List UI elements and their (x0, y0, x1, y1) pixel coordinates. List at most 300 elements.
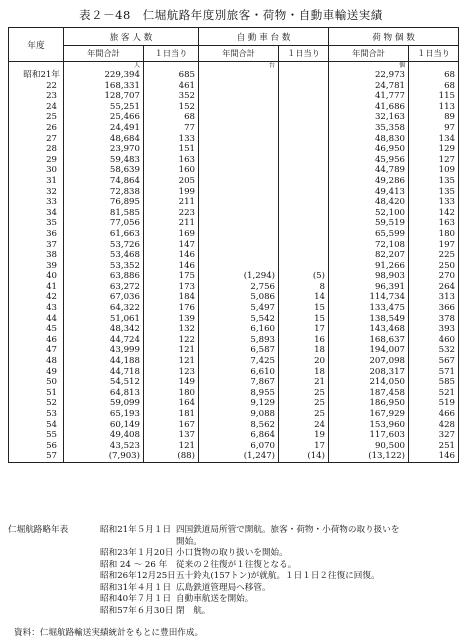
cell-p-day: (88) (144, 451, 199, 462)
cell-p-total: 128,707 (64, 91, 144, 102)
cell-p-day: 68 (144, 112, 199, 123)
cell-year: 昭和21年 (9, 70, 64, 81)
cell-v-total (199, 187, 279, 198)
table-row (9, 420, 459, 431)
header-cargo: 荷 物 個 数 (329, 28, 459, 46)
cell-c-total: 91,266 (329, 261, 409, 272)
table-row (9, 367, 459, 378)
cell-c-day: 313 (409, 292, 459, 303)
table-row (9, 388, 459, 399)
cell-v-day (279, 250, 329, 261)
cell-year: 33 (9, 197, 64, 208)
cell-c-total: 153,960 (329, 420, 409, 431)
table-row (9, 229, 459, 240)
unit-vehicle: 台 (199, 62, 279, 71)
cell-v-total: 7,425 (199, 356, 279, 367)
chronology-item (8, 548, 458, 560)
cell-c-total: 44,789 (329, 165, 409, 176)
table-row (9, 70, 459, 81)
header-cargo-day: １日当り (409, 46, 459, 62)
header-passenger-total: 年間合計 (64, 46, 144, 62)
chronology-date (100, 537, 176, 549)
unit-row (9, 62, 459, 71)
cell-p-total: 67,036 (64, 292, 144, 303)
table-row (9, 409, 459, 420)
table-row (9, 292, 459, 303)
cell-v-day: (5) (279, 271, 329, 282)
cell-v-total (199, 250, 279, 261)
header-passenger-day: １日当り (144, 46, 199, 62)
cell-v-total: 7,867 (199, 377, 279, 388)
cell-v-day (279, 123, 329, 134)
cell-v-day (279, 112, 329, 123)
cell-v-day (279, 187, 329, 198)
cell-p-day: 352 (144, 91, 199, 102)
cell-c-total: 72,108 (329, 240, 409, 251)
table-row (9, 208, 459, 219)
cell-v-total: 2,756 (199, 282, 279, 293)
cell-c-total: 52,100 (329, 208, 409, 219)
cell-year: 53 (9, 409, 64, 420)
cell-v-day: 17 (279, 441, 329, 452)
table-row (9, 240, 459, 251)
cell-c-total: 45,956 (329, 155, 409, 166)
cell-v-total: 6,070 (199, 441, 279, 452)
chronology-item (8, 606, 458, 618)
chronology-item (8, 537, 458, 549)
cell-p-total: 25,466 (64, 112, 144, 123)
cell-c-total: 143,468 (329, 324, 409, 335)
cell-v-total (199, 176, 279, 187)
cell-c-total: 49,413 (329, 187, 409, 198)
cell-p-day: 152 (144, 102, 199, 113)
table-row (9, 398, 459, 409)
chronology-heading: 仁堀航路略年表 (8, 525, 69, 535)
header-vehicle-total: 年間合計 (199, 46, 279, 62)
cell-year: 50 (9, 377, 64, 388)
cell-year: 47 (9, 345, 64, 356)
cell-year: 55 (9, 430, 64, 441)
cell-c-total: 133,475 (329, 303, 409, 314)
cell-v-day: 25 (279, 409, 329, 420)
cell-c-day: 571 (409, 367, 459, 378)
cell-v-total (199, 218, 279, 229)
cell-c-day: 251 (409, 441, 459, 452)
cell-c-day: 460 (409, 335, 459, 346)
cell-year: 35 (9, 218, 64, 229)
chronology-item (8, 583, 458, 595)
cell-v-day (279, 240, 329, 251)
cell-v-day (279, 229, 329, 240)
table-row (9, 176, 459, 187)
cell-year: 42 (9, 292, 64, 303)
cell-c-day: 68 (409, 70, 459, 81)
cell-v-total: 6,610 (199, 367, 279, 378)
cell-v-day (279, 134, 329, 145)
cell-p-total: 53,352 (64, 261, 144, 272)
cell-v-total: 8,562 (199, 420, 279, 431)
cell-p-day: 146 (144, 250, 199, 261)
cell-p-day: 146 (144, 261, 199, 272)
chronology-date: 昭和31年４月１日 (100, 582, 172, 593)
cell-p-total: 229,394 (64, 70, 144, 81)
table-row (9, 187, 459, 198)
cell-p-day: 147 (144, 240, 199, 251)
cell-v-total (199, 229, 279, 240)
cell-year: 40 (9, 271, 64, 282)
cell-c-day: 89 (409, 112, 459, 123)
chronology-text: 従来の２往復が１往復となる。 (176, 559, 297, 570)
cell-c-day: 521 (409, 388, 459, 399)
cell-year: 30 (9, 165, 64, 176)
cell-p-total: 44,718 (64, 367, 144, 378)
cell-c-total: 168,637 (329, 335, 409, 346)
cell-p-total: 74,864 (64, 176, 144, 187)
cell-v-total (199, 91, 279, 102)
cell-v-total: 5,497 (199, 303, 279, 314)
cell-c-total: 96,391 (329, 282, 409, 293)
cell-year: 29 (9, 155, 64, 166)
cell-p-day: 123 (144, 367, 199, 378)
cell-c-total: 214,050 (329, 377, 409, 388)
cell-p-total: 60,149 (64, 420, 144, 431)
cell-v-total (199, 208, 279, 219)
cell-p-day: 199 (144, 187, 199, 198)
cell-v-day: 19 (279, 430, 329, 441)
cell-p-day: 211 (144, 218, 199, 229)
cell-p-day: 461 (144, 81, 199, 92)
cell-v-day (279, 70, 329, 81)
cell-c-day: 109 (409, 165, 459, 176)
cell-p-day: 180 (144, 388, 199, 399)
table-row (9, 165, 459, 176)
table-row (9, 91, 459, 102)
cell-year: 38 (9, 250, 64, 261)
cell-c-day: 129 (409, 144, 459, 155)
cell-c-total: 187,458 (329, 388, 409, 399)
chronology-item (8, 525, 458, 537)
cell-c-total: 22,973 (329, 70, 409, 81)
cell-p-day: 132 (144, 324, 199, 335)
cell-p-total: 55,251 (64, 102, 144, 113)
table-row (9, 134, 459, 145)
chronology-item (8, 594, 458, 606)
cell-p-total: 59,099 (64, 398, 144, 409)
cell-year: 37 (9, 240, 64, 251)
cell-year: 44 (9, 314, 64, 325)
table-row (9, 303, 459, 314)
cell-v-total: 5,086 (199, 292, 279, 303)
cell-v-total (199, 144, 279, 155)
cell-c-day: 519 (409, 398, 459, 409)
cell-p-total: 53,726 (64, 240, 144, 251)
table-row (9, 282, 459, 293)
cell-c-total: 98,903 (329, 271, 409, 282)
cell-c-day: 115 (409, 91, 459, 102)
cell-v-day: 8 (279, 282, 329, 293)
cell-c-total: 186,950 (329, 398, 409, 409)
table-row (9, 123, 459, 134)
cell-year: 41 (9, 282, 64, 293)
table-row (9, 218, 459, 229)
cell-p-total: 77,056 (64, 218, 144, 229)
cell-v-day: 21 (279, 377, 329, 388)
table-row (9, 144, 459, 155)
cell-c-total: 65,599 (329, 229, 409, 240)
cell-p-total: 49,408 (64, 430, 144, 441)
cell-year: 31 (9, 176, 64, 187)
table-row (9, 271, 459, 282)
cell-v-total (199, 261, 279, 272)
cell-c-total: 82,207 (329, 250, 409, 261)
chronology-text: 閉 航。 (176, 605, 211, 616)
cell-c-total: 90,500 (329, 441, 409, 452)
cell-p-total: 59,483 (64, 155, 144, 166)
cell-c-day: 466 (409, 409, 459, 420)
cell-p-total: 63,272 (64, 282, 144, 293)
cell-p-total: 48,684 (64, 134, 144, 145)
cell-year: 45 (9, 324, 64, 335)
chronology-notes (8, 525, 458, 617)
cell-c-day: 180 (409, 229, 459, 240)
cell-v-total: 6,864 (199, 430, 279, 441)
cell-p-day: 122 (144, 335, 199, 346)
cell-p-total: 81,585 (64, 208, 144, 219)
cell-v-day: 16 (279, 335, 329, 346)
cell-p-day: 169 (144, 229, 199, 240)
cell-v-total: (1,294) (199, 271, 279, 282)
table-row (9, 155, 459, 166)
cell-p-day: 77 (144, 123, 199, 134)
table-row (9, 314, 459, 325)
cell-v-day: (14) (279, 451, 329, 462)
cell-v-day: 25 (279, 398, 329, 409)
cell-p-day: 211 (144, 197, 199, 208)
cell-year: 43 (9, 303, 64, 314)
header-cargo-total: 年間合計 (329, 46, 409, 62)
cell-v-total: 6,587 (199, 345, 279, 356)
cell-c-day: 250 (409, 261, 459, 272)
cell-year: 54 (9, 420, 64, 431)
cell-c-day: 68 (409, 81, 459, 92)
table-row (9, 377, 459, 388)
chronology-item (8, 560, 458, 572)
cell-c-day: 264 (409, 282, 459, 293)
cell-c-day: 163 (409, 218, 459, 229)
unit-cargo: 個 (329, 62, 409, 71)
transport-table (8, 27, 459, 463)
cell-c-day: 585 (409, 377, 459, 388)
chronology-date: 昭和21年５月１日 (100, 525, 172, 535)
cell-p-day: 176 (144, 303, 199, 314)
cell-year: 32 (9, 187, 64, 198)
cell-c-total: 49,286 (329, 176, 409, 187)
cell-c-day: 428 (409, 420, 459, 431)
cell-p-day: 205 (144, 176, 199, 187)
chronology-text: 自動車航送を開始。 (176, 594, 254, 604)
chronology-date: 昭和57年６月30日 (100, 605, 174, 616)
cell-v-total: 9,088 (199, 409, 279, 420)
cell-p-total: 65,193 (64, 409, 144, 420)
cell-c-day: 135 (409, 176, 459, 187)
cell-c-day: 225 (409, 250, 459, 261)
cell-v-day (279, 91, 329, 102)
cell-v-total (199, 70, 279, 81)
unit-passenger: 人 (64, 62, 144, 71)
cell-v-day (279, 81, 329, 92)
cell-year: 39 (9, 261, 64, 272)
cell-p-day: 160 (144, 165, 199, 176)
cell-c-day: 532 (409, 345, 459, 356)
cell-year: 46 (9, 335, 64, 346)
cell-p-day: 133 (144, 134, 199, 145)
cell-year: 36 (9, 229, 64, 240)
cell-c-day: 97 (409, 123, 459, 134)
cell-v-day (279, 144, 329, 155)
chronology-text: 小口貨物の取り扱いを開始。 (176, 548, 288, 558)
cell-p-day: 175 (144, 271, 199, 282)
cell-v-day (279, 176, 329, 187)
cell-v-total (199, 81, 279, 92)
cell-v-total: 5,542 (199, 314, 279, 325)
cell-v-day (279, 102, 329, 113)
cell-p-total: 44,188 (64, 356, 144, 367)
cell-c-total: 32,163 (329, 112, 409, 123)
cell-c-day: 393 (409, 324, 459, 335)
cell-v-day: 15 (279, 303, 329, 314)
cell-p-total: 44,724 (64, 335, 144, 346)
cell-p-day: 223 (144, 208, 199, 219)
cell-c-day: 134 (409, 134, 459, 145)
cell-v-total (199, 134, 279, 145)
chronology-text: 五十鈴丸(157トン)が就航。１日１日２往復に回復。 (176, 571, 380, 581)
cell-year: 25 (9, 112, 64, 123)
table-row (9, 441, 459, 452)
cell-p-total: 43,999 (64, 345, 144, 356)
cell-v-total: 5,893 (199, 335, 279, 346)
table-row (9, 335, 459, 346)
table-row (9, 81, 459, 92)
cell-v-total (199, 240, 279, 251)
cell-p-day: 164 (144, 398, 199, 409)
cell-v-total (199, 123, 279, 134)
cell-p-total: 64,813 (64, 388, 144, 399)
cell-year: 52 (9, 398, 64, 409)
cell-p-total: 48,342 (64, 324, 144, 335)
cell-p-day: 139 (144, 314, 199, 325)
cell-v-total (199, 197, 279, 208)
cell-year: 28 (9, 144, 64, 155)
header-vehicle: 自 動 車 台 数 (199, 28, 329, 46)
cell-c-day: 113 (409, 102, 459, 113)
cell-v-day (279, 155, 329, 166)
cell-year: 56 (9, 441, 64, 452)
cell-year: 51 (9, 388, 64, 399)
cell-p-total: (7,903) (64, 451, 144, 462)
cell-c-total: 35,358 (329, 123, 409, 134)
cell-v-day (279, 165, 329, 176)
cell-c-day: 142 (409, 208, 459, 219)
cell-c-total: 48,830 (329, 134, 409, 145)
cell-c-total: (13,122) (329, 451, 409, 462)
cell-v-total (199, 112, 279, 123)
cell-v-day (279, 261, 329, 272)
source-note: 資料：仁堀航路輸送実績統計をもとに豊田作成。 (14, 628, 204, 638)
table-row (9, 250, 459, 261)
table-row (9, 102, 459, 113)
cell-v-day: 17 (279, 324, 329, 335)
cell-year: 27 (9, 134, 64, 145)
cell-p-total: 54,512 (64, 377, 144, 388)
cell-v-total: 6,160 (199, 324, 279, 335)
table-row (9, 451, 459, 462)
cell-c-total: 41,686 (329, 102, 409, 113)
cell-p-total: 51,061 (64, 314, 144, 325)
cell-p-total: 63,886 (64, 271, 144, 282)
cell-c-total: 24,781 (329, 81, 409, 92)
cell-v-total: (1,247) (199, 451, 279, 462)
cell-v-day (279, 208, 329, 219)
cell-v-total (199, 155, 279, 166)
cell-c-total: 41,777 (329, 91, 409, 102)
chronology-text: 広島鉄道管理局へ移管。 (176, 582, 271, 593)
cell-p-total: 168,331 (64, 81, 144, 92)
cell-p-total: 64,322 (64, 303, 144, 314)
cell-p-total: 24,491 (64, 123, 144, 134)
cell-c-total: 194,007 (329, 345, 409, 356)
cell-p-total: 53,468 (64, 250, 144, 261)
cell-v-day: 20 (279, 356, 329, 367)
cell-p-day: 173 (144, 282, 199, 293)
cell-v-total (199, 165, 279, 176)
cell-v-day: 14 (279, 292, 329, 303)
cell-v-total (199, 102, 279, 113)
cell-c-day: 327 (409, 430, 459, 441)
chronology-text: 開始。 (176, 536, 202, 547)
chronology-item (8, 571, 458, 583)
cell-v-day: 18 (279, 345, 329, 356)
cell-p-total: 76,895 (64, 197, 144, 208)
cell-p-day: 121 (144, 441, 199, 452)
cell-c-total: 114,734 (329, 292, 409, 303)
cell-p-day: 167 (144, 420, 199, 431)
table-row (9, 261, 459, 272)
cell-p-day: 151 (144, 144, 199, 155)
header-passenger: 旅 客 人 数 (64, 28, 199, 46)
table-row (9, 430, 459, 441)
cell-p-day: 685 (144, 70, 199, 81)
cell-c-day: 270 (409, 271, 459, 282)
cell-c-total: 138,549 (329, 314, 409, 325)
cell-year: 23 (9, 91, 64, 102)
cell-c-day: 127 (409, 155, 459, 166)
header-vehicle-day: １日当り (279, 46, 329, 62)
cell-p-total: 23,970 (64, 144, 144, 155)
cell-v-day: 18 (279, 367, 329, 378)
cell-p-day: 163 (144, 155, 199, 166)
cell-p-total: 43,523 (64, 441, 144, 452)
cell-year: 24 (9, 102, 64, 113)
cell-year: 22 (9, 81, 64, 92)
header-year: 年度 (9, 28, 64, 62)
cell-p-day: 181 (144, 409, 199, 420)
cell-c-day: 135 (409, 187, 459, 198)
cell-c-day: 133 (409, 197, 459, 208)
chronology-date: 昭和40年７月１日 (100, 594, 172, 604)
cell-year: 48 (9, 356, 64, 367)
cell-c-total: 207,098 (329, 356, 409, 367)
cell-p-total: 61,663 (64, 229, 144, 240)
